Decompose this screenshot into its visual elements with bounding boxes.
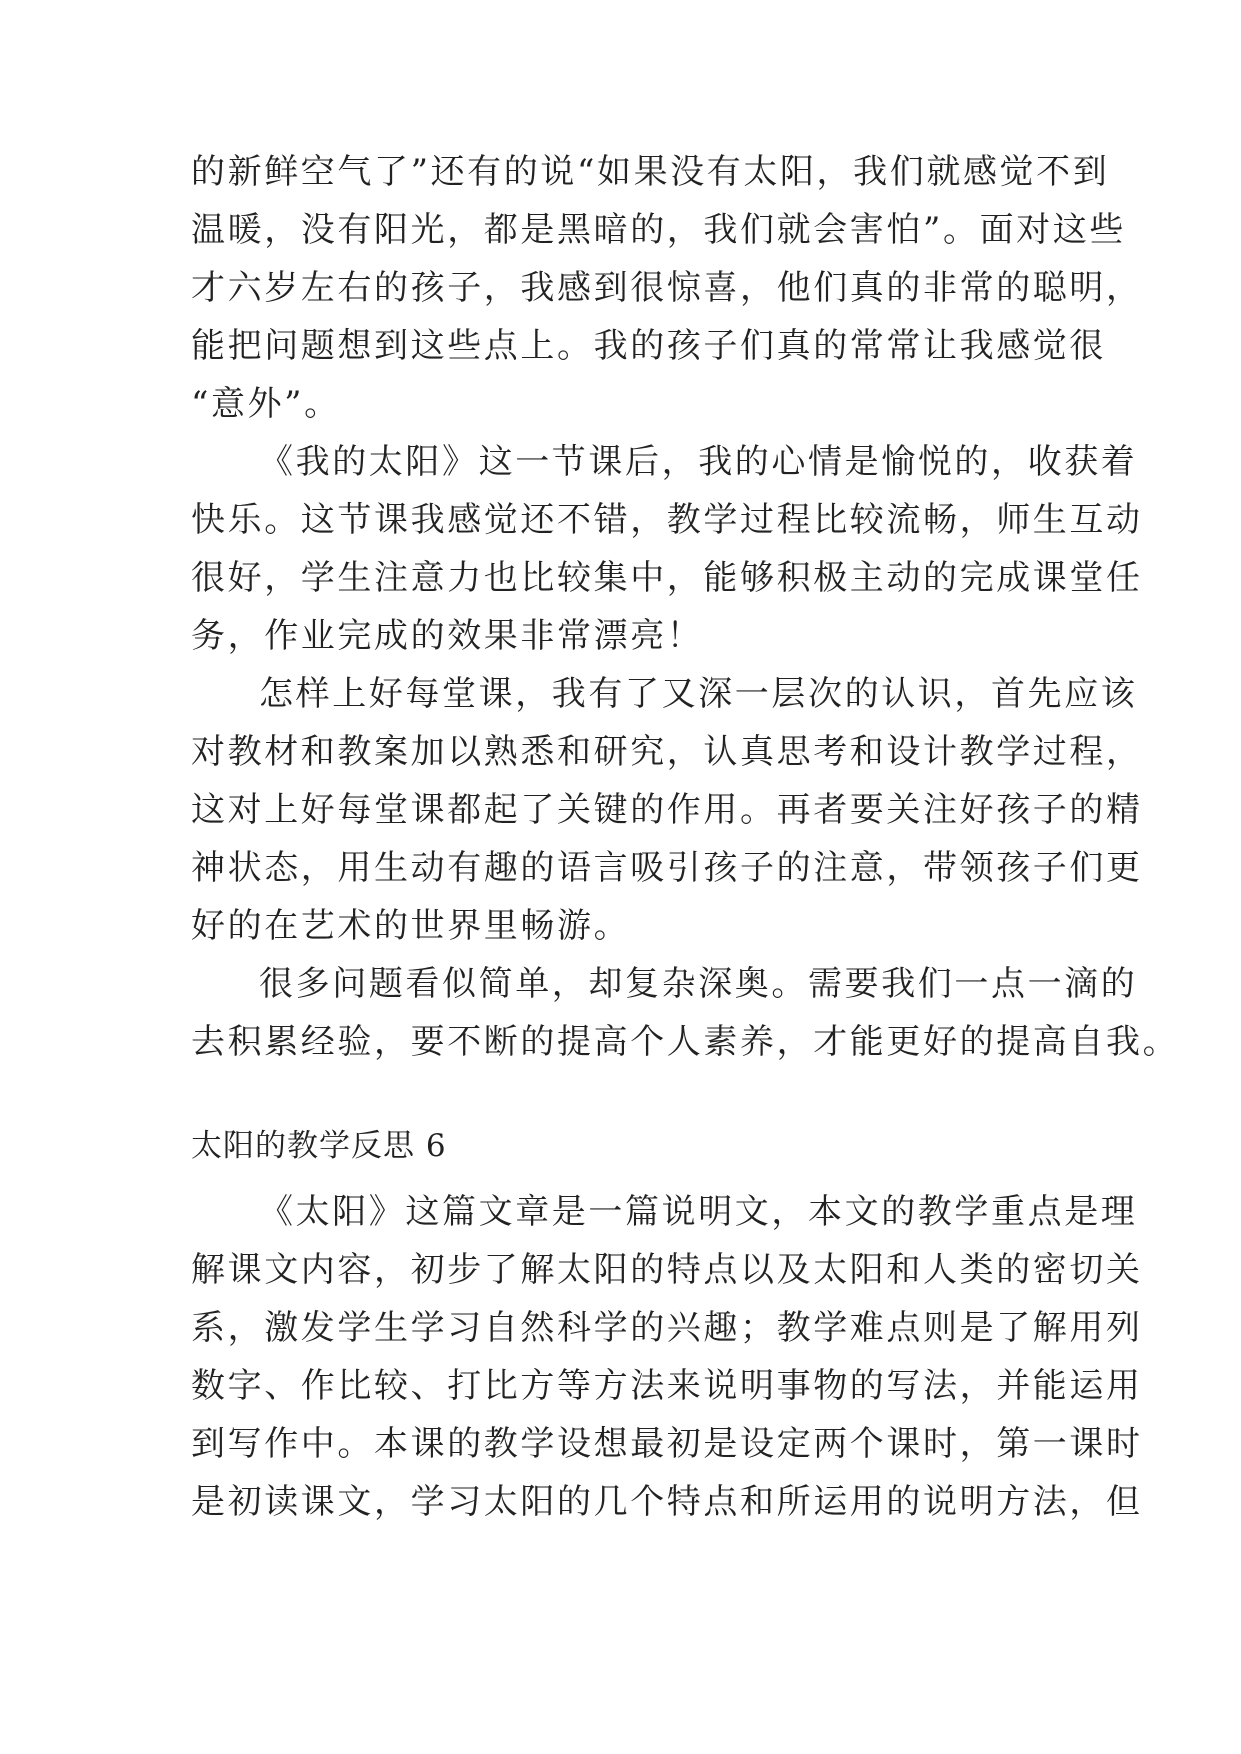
paragraph-line: 数字、作比较、打比方等方法来说明事物的写法，并能运用	[191, 1366, 1143, 1406]
paragraph-line: 神状态，用生动有趣的语言吸引孩子的注意，带领孩子们更	[191, 848, 1143, 888]
paragraph-line: 很多问题看似简单，却复杂深奥。需要我们一点一滴的	[259, 964, 1138, 1004]
paragraph-line: 才六岁左右的孩子，我感到很惊喜，他们真的非常的聪明，	[191, 268, 1143, 308]
paragraph-line: 《太阳》这篇文章是一篇说明文，本文的教学重点是理	[259, 1192, 1138, 1232]
paragraph-line: 能把问题想到这些点上。我的孩子们真的常常让我感觉很	[191, 326, 1106, 366]
paragraph-line: 务，作业完成的效果非常漂亮！	[191, 616, 704, 656]
paragraph-line: 系，激发学生学习自然科学的兴趣；教学难点则是了解用列	[191, 1308, 1143, 1348]
paragraph-line: 很好，学生注意力也比较集中，能够积极主动的完成课堂任	[191, 558, 1143, 598]
paragraph-line: 解课文内容，初步了解太阳的特点以及太阳和人类的密切关	[191, 1250, 1143, 1290]
paragraph-line: 是初读课文，学习太阳的几个特点和所运用的说明方法，但	[191, 1482, 1143, 1522]
paragraph-line: 《我的太阳》这一节课后，我的心情是愉悦的，收获着	[259, 442, 1138, 482]
paragraph-line: 这对上好每堂课都起了关键的作用。再者要关注好孩子的精	[191, 790, 1143, 830]
paragraph-line: 温暖，没有阳光，都是黑暗的，我们就会害怕”。面对这些	[191, 210, 1126, 250]
paragraph-line: 好的在艺术的世界里畅游。	[191, 906, 631, 946]
paragraph-line: 去积累经验，要不断的提高个人素养，才能更好的提高自我。	[191, 1022, 1180, 1062]
paragraph-line: 的新鲜空气了”还有的说“如果没有太阳，我们就感觉不到	[191, 152, 1110, 192]
paragraph-line: 怎样上好每堂课，我有了又深一层次的认识，首先应该	[259, 674, 1138, 714]
section-heading: 太阳的教学反思 6	[191, 1128, 447, 1164]
paragraph-line: 对教材和教案加以熟悉和研究，认真思考和设计教学过程，	[191, 732, 1143, 772]
paragraph-line: “意外”。	[191, 384, 341, 424]
paragraph-line: 快乐。这节课我感觉还不错，教学过程比较流畅，师生互动	[191, 500, 1143, 540]
paragraph-line: 到写作中。本课的教学设想最初是设定两个课时，第一课时	[191, 1424, 1143, 1464]
